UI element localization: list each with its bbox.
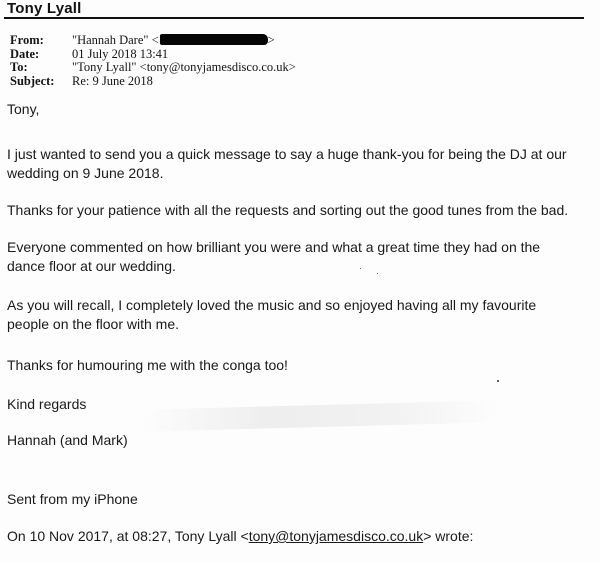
paragraph-4 <box>7 296 597 334</box>
paragraph-1 <box>7 145 597 183</box>
from-closing-bracket: > <box>267 33 275 47</box>
from-label: From: <box>10 33 44 47</box>
quoted-email-link[interactable]: tony@tonyjamesdisco.co.uk <box>248 528 424 544</box>
subject-label: Subject: <box>10 73 55 88</box>
quoted-reply-suffix: > wrote: <box>423 528 474 544</box>
signature-name: Hannah (and Mark) <box>7 432 128 448</box>
date-label: Date: <box>10 46 40 61</box>
quoted-reply-prefix: On 10 Nov 2017, at 08:27, Tony Lyall <box>7 528 241 544</box>
date-value: 01 July 2018 13:41 <box>72 46 169 61</box>
paragraph-1-line-1: I just wanted to send you a quick message to say a huge thank-you for being the DJ at our <box>7 146 567 162</box>
quoted-reply-open-bracket: < <box>240 528 249 544</box>
mailbox-owner-name: Tony Lyall <box>7 0 82 17</box>
from-sender-text: "Hannah Dare" < <box>72 33 159 47</box>
paragraph-2: Thanks for your patience with all the requests and sorting out the good tunes from the bad. <box>7 202 569 218</box>
paragraph-3-line-1: Everyone commented on how brilliant you were and what a great time they had on the <box>7 239 541 255</box>
greeting: Tony, <box>7 101 40 117</box>
paragraph-3-line-2: dance floor at our wedding. <box>7 258 176 274</box>
device-signature: Sent from my iPhone <box>7 491 138 507</box>
paragraph-1-line-2: wedding on 9 June 2018. <box>7 165 164 181</box>
quoted-reply-header <box>7 527 597 546</box>
paragraph-4-line-1: As you will recall, I completely loved the music and so enjoyed having all my favourite <box>7 297 537 313</box>
sign-off: Kind regards <box>7 396 87 412</box>
title-divider <box>4 17 584 19</box>
subject-value: Re: 9 June 2018 <box>72 73 153 88</box>
to-label: To: <box>10 60 28 74</box>
scan-speck <box>497 380 499 382</box>
paragraph-3 <box>7 238 597 276</box>
from-value <box>72 34 275 48</box>
redacted-email-address <box>160 34 268 45</box>
paragraph-5: Thanks for humouring me with the conga too! <box>7 357 288 373</box>
paragraph-4-line-2: people on the floor with me. <box>7 316 179 332</box>
to-value: "Tony Lyall" <tony@tonyjamesdisco.co.uk> <box>72 60 296 74</box>
